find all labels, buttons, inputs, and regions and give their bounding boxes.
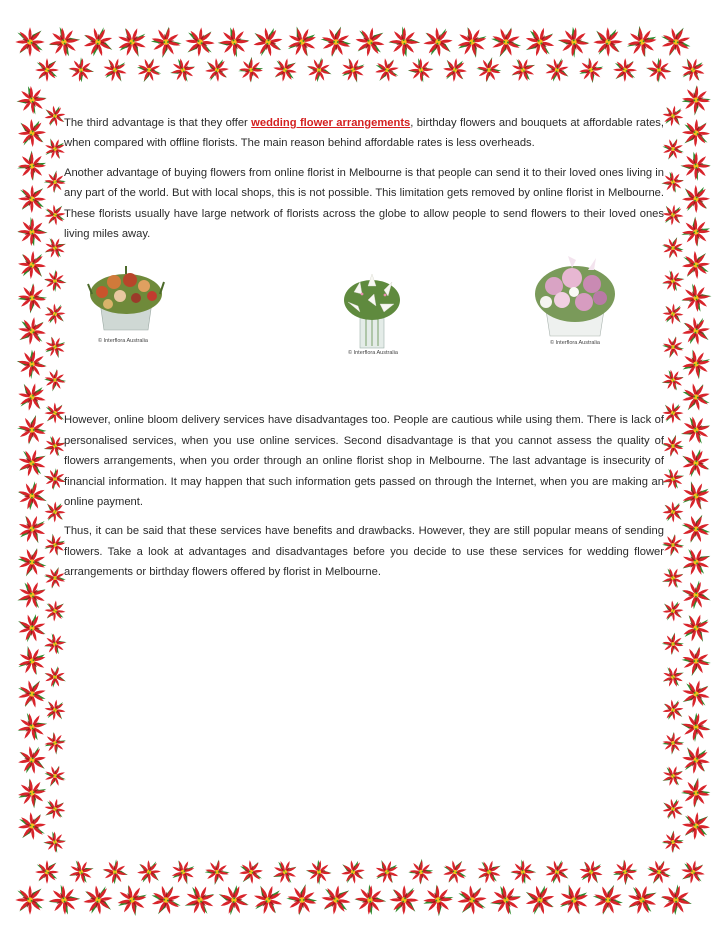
poinsettia-flower — [623, 881, 660, 918]
poinsettia-flower — [677, 411, 715, 449]
poinsettia-flower — [681, 118, 710, 147]
poinsettia-flower — [554, 880, 593, 919]
poinsettia-flower — [679, 380, 713, 414]
poinsettia-flower — [41, 663, 69, 691]
poinsettia-flower — [676, 146, 716, 186]
paragraph-text: , birthday flowers and bouquets at affordable rates, when compared with offline florists. The main reason behind affordable rates is less overheads. — [64, 117, 664, 150]
poinsettia-flower — [339, 858, 366, 885]
poinsettia-flower — [43, 21, 84, 62]
poinsettia-flower — [577, 858, 606, 887]
poinsettia-flower — [678, 511, 714, 547]
poinsettia-flower — [661, 797, 686, 822]
poinsettia-flower — [184, 26, 216, 58]
paragraph-disadvantages: However, online bloom delivery services have disadvantages too. People are cautious while using them. There is lack of personalised services, when you use online services. Second disadvantage is that you cannot assess the quality of flowers arrangements, when you order through an online florist shop in Melbourne. The last advantage is insecurity of financial information. It may happen that such information gets passed on through the Internet, when you are making an online payment. — [64, 414, 664, 509]
poinsettia-flower — [134, 55, 165, 86]
poinsettia-flower — [679, 677, 713, 711]
poinsettia-flower — [44, 402, 65, 423]
poinsettia-flower — [112, 880, 153, 921]
poinsettia-flower — [677, 477, 714, 514]
poinsettia-flower — [658, 629, 687, 658]
poinsettia-flower — [234, 53, 268, 87]
poinsettia-flower — [204, 57, 230, 83]
poinsettia-flower — [456, 884, 489, 917]
poinsettia-flower — [15, 885, 44, 914]
paragraph-advantage-four: Another advantage of buying flowers from online florist in Melbourne is that people can send it to their loved ones living in any part of the world. But with local shops, this is not possible. This limitation gets removed by online florist in Melbourne. These florists usually have large network of florists across the globe to allow people to send flowers to their loved ones living miles away. — [64, 166, 664, 241]
paragraph-conclusion: Thus, it can be said that these services have benefits and drawbacks. However, they are still popular means of sending flowers. Take a look at advantages and disadvantages before you decide to use these services for wedding flower arrangements or birthday flowers offered by florist in Melbourne. — [64, 525, 664, 579]
poinsettia-flower — [522, 24, 558, 60]
poinsettia-flower — [13, 411, 51, 449]
native-bouquet-image — [86, 264, 166, 332]
poinsettia-flower — [251, 25, 285, 59]
poinsettia-flower — [473, 54, 506, 87]
poinsettia-flower — [42, 763, 69, 790]
poinsettia-flower — [642, 53, 675, 86]
poinsettia-flower — [681, 250, 711, 280]
poinsettia-flower — [44, 600, 67, 623]
poinsettia-flower — [148, 882, 184, 918]
poinsettia-flower — [678, 55, 708, 85]
poinsettia-flower — [422, 26, 454, 58]
poinsettia-flower — [40, 827, 70, 857]
poinsettia-flower — [677, 576, 714, 613]
poinsettia-flower — [15, 380, 49, 414]
poinsettia-flower — [15, 27, 44, 56]
image-caption-3: © Interflora Australia — [550, 340, 600, 347]
poinsettia-flower — [215, 881, 254, 920]
poinsettia-flower — [441, 858, 469, 886]
poinsettia-flower — [682, 185, 710, 213]
poinsettia-flower — [167, 54, 200, 87]
poinsettia-flower — [679, 446, 714, 481]
poinsettia-flower — [442, 57, 468, 83]
poinsettia-flower — [574, 53, 607, 86]
wedding-flower-arrangements-link[interactable]: wedding flower arrangements — [251, 117, 411, 129]
poinsettia-flower — [678, 544, 714, 580]
poinsettia-flower — [44, 303, 66, 325]
poinsettia-flower — [269, 856, 300, 887]
poinsettia-flower — [18, 185, 46, 213]
poinsettia-flower — [303, 54, 335, 86]
poinsettia-flower — [238, 859, 264, 885]
poinsettia-flower — [14, 511, 50, 547]
paragraph-advantage-three — [64, 113, 664, 154]
poinsettia-flower — [658, 827, 688, 857]
poinsettia-flower — [180, 880, 219, 919]
poinsettia-flower — [677, 642, 715, 680]
poinsettia-flower — [35, 58, 59, 82]
poinsettia-flower — [486, 880, 527, 921]
poinsettia-flower — [676, 80, 715, 119]
poinsettia-flower — [146, 22, 187, 63]
poinsettia-flower — [43, 698, 67, 722]
poinsettia-flower — [593, 27, 623, 57]
poinsettia-flower — [660, 763, 687, 790]
poinsettia-flower — [113, 23, 151, 61]
poinsettia-flower — [373, 56, 401, 84]
flower-images-row — [64, 254, 664, 404]
poinsettia-flower — [13, 642, 51, 680]
poinsettia-flower — [100, 55, 129, 84]
paragraph-text: The third advantage is that they offer — [64, 117, 252, 129]
poinsettia-flower — [680, 744, 712, 776]
poinsettia-flower — [658, 728, 688, 758]
poinsettia-flower — [17, 118, 46, 147]
poinsettia-flower — [17, 250, 47, 280]
poinsettia-flower — [302, 855, 335, 888]
poinsettia-flower — [662, 402, 683, 423]
poinsettia-flower — [250, 882, 287, 919]
poinsettia-flower — [389, 885, 419, 915]
poinsettia-flower — [167, 856, 199, 888]
poinsettia-flower — [99, 856, 132, 889]
poinsettia-flower — [13, 477, 50, 514]
poinsettia-flower — [43, 879, 84, 920]
poinsettia-flower — [662, 501, 684, 523]
poinsettia-flower — [80, 24, 116, 60]
poinsettia-flower — [676, 212, 716, 252]
poinsettia-flower — [658, 24, 695, 61]
poinsettia-flower — [15, 446, 50, 481]
poinsettia-flower — [200, 855, 233, 888]
poinsettia-flower — [319, 883, 353, 917]
pink-arrangement-image — [532, 254, 618, 338]
document-body — [64, 113, 664, 592]
poinsettia-flower — [44, 501, 66, 523]
poinsettia-flower — [404, 53, 438, 87]
poinsettia-flower — [542, 55, 571, 84]
poinsettia-flower — [522, 882, 558, 918]
poinsettia-flower — [316, 22, 356, 62]
poinsettia-flower — [452, 22, 492, 62]
poinsettia-flower — [40, 728, 70, 758]
poinsettia-flower — [372, 857, 403, 888]
poinsettia-flower — [644, 857, 674, 887]
poinsettia-flower — [271, 56, 299, 84]
poinsettia-flower — [487, 23, 525, 61]
poinsettia-flower — [353, 25, 387, 59]
poinsettia-flower — [12, 80, 51, 119]
poinsettia-flower — [282, 880, 323, 921]
poinsettia-flower — [213, 21, 255, 63]
poinsettia-flower — [681, 811, 712, 842]
poinsettia-flower — [13, 708, 52, 747]
poinsettia-flower — [613, 58, 637, 82]
poinsettia-flower — [43, 797, 68, 822]
poinsettia-flower — [608, 855, 642, 889]
poinsettia-flower — [337, 54, 369, 86]
poinsettia-flower — [136, 859, 161, 884]
poinsettia-flower — [589, 881, 628, 920]
poinsettia-flower — [661, 203, 684, 226]
poinsettia-flower — [474, 857, 504, 887]
lily-vase-image — [340, 272, 404, 350]
poinsettia-flower — [621, 21, 662, 62]
poinsettia-flower — [506, 855, 540, 889]
poinsettia-flower — [676, 278, 715, 317]
poinsettia-flower — [16, 744, 48, 776]
poinsettia-flower — [15, 677, 49, 711]
poinsettia-flower — [17, 811, 48, 842]
poinsettia-flower — [542, 857, 571, 886]
poinsettia-flower — [661, 104, 685, 128]
poinsettia-flower — [13, 576, 50, 613]
poinsettia-flower — [680, 315, 712, 347]
poinsettia-flower — [35, 860, 59, 884]
poinsettia-flower — [12, 278, 51, 317]
poinsettia-flower — [659, 663, 687, 691]
poinsettia-flower — [553, 21, 594, 62]
poinsettia-flower — [678, 610, 713, 645]
poinsettia-flower — [662, 600, 685, 623]
poinsettia-flower — [508, 55, 539, 86]
poinsettia-flower — [14, 544, 50, 580]
poinsettia-flower — [14, 610, 49, 645]
poinsettia-flower — [12, 146, 52, 186]
poinsettia-flower — [282, 22, 321, 61]
poinsettia-flower — [661, 698, 685, 722]
poinsettia-flower — [417, 879, 459, 921]
poinsettia-flower — [12, 212, 52, 252]
poinsettia-flower — [349, 879, 390, 920]
poinsettia-flower — [404, 855, 438, 889]
image-caption-1: © Interflora Australia — [98, 338, 148, 345]
poinsettia-flower — [656, 880, 696, 920]
image-caption-2: © Interflora Australia — [348, 350, 398, 357]
poinsettia-flower — [662, 303, 684, 325]
poinsettia-flower — [679, 858, 707, 886]
poinsettia-flower — [64, 53, 97, 86]
poinsettia-flower — [383, 21, 425, 63]
poinsettia-flower — [16, 315, 48, 347]
poinsettia-flower — [677, 708, 716, 747]
poinsettia-flower — [65, 856, 97, 888]
poinsettia-flower — [81, 883, 114, 916]
